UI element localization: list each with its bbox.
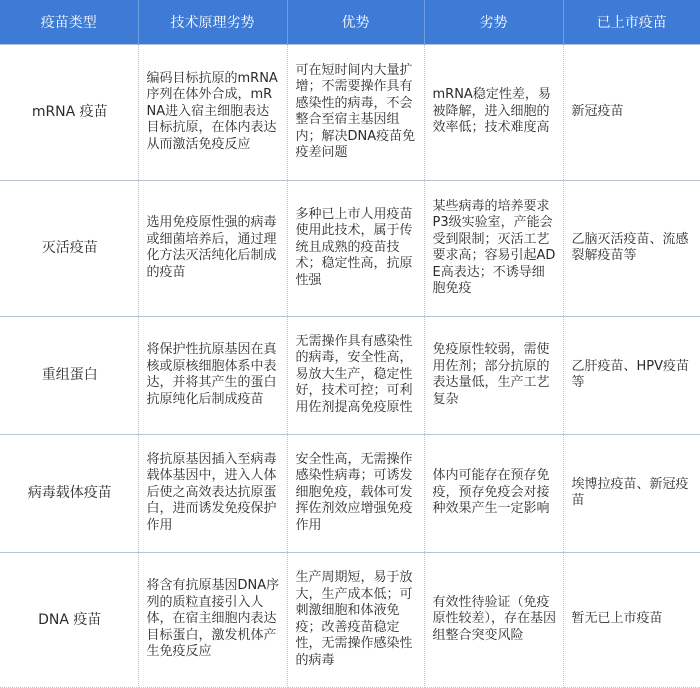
- table-row: [0, 552, 700, 687]
- cell-disadvantages: mRNA稳定性差，易被降解，进入细胞的效率低；技术难度高: [424, 44, 563, 180]
- table-row: [0, 434, 700, 552]
- cell-vaccine-type: mRNA 疫苗: [0, 44, 138, 180]
- header-principle: 技术原理劣势: [138, 0, 287, 44]
- cell-marketed: 乙肝疫苗、HPV疫苗等: [563, 316, 700, 434]
- cell-principle: 将保护性抗原基因在真核或原核细胞体系中表达，并将其产生的蛋白抗原纯化后制成疫苗: [138, 316, 287, 434]
- header-disadvantages: 劣势: [424, 0, 563, 44]
- header-vaccine-type: 疫苗类型: [0, 0, 138, 44]
- header-marketed: 已上市疫苗: [596, 14, 667, 31]
- cell-advantages: 无需操作具有感染性的病毒，安全性高，易放大生产，稳定性好，技术可控；可利用佐剂提高免疫原性: [287, 316, 424, 434]
- cell-advantages: 多种已上市人用疫苗使用此技术，属于传统且成熟的疫苗技术；稳定性高，抗原性强: [287, 180, 424, 316]
- cell-disadvantages: 有效性待验证（免疫原性较差），存在基因组整合突变风险: [424, 552, 563, 687]
- cell-disadvantages: 某些病毒的培养要求P3级实验室，产能会受到限制；灭活工艺要求高；容易引起ADE高表达；不诱导细胞免疫: [424, 180, 563, 316]
- header-row: [0, 0, 700, 44]
- table-row: [0, 44, 700, 180]
- cell-marketed: 暂无已上市疫苗: [563, 552, 700, 687]
- cell-advantages: 可在短时间内大量扩增；不需要操作具有感染性的病毒，不会整合至宿主基因组内；解决DNA疫苗免疫差问题: [287, 44, 424, 180]
- cell-advantages: 生产周期短，易于放大，生产成本低；可刺激细胞和体液免疫；改善疫苗稳定性，无需操作感染性的病毒: [287, 552, 424, 687]
- cell-disadvantages: 免疫原性较弱，需使用佐剂；部分抗原的表达量低，生产工艺复杂: [424, 316, 563, 434]
- table-header: [0, 0, 700, 44]
- table-body: [0, 44, 700, 687]
- cell-marketed: 新冠疫苗: [563, 44, 700, 180]
- table-row: [0, 316, 700, 434]
- cell-vaccine-type: DNA 疫苗: [0, 552, 138, 687]
- header-advantages: 优势: [287, 0, 424, 44]
- cell-disadvantages: 体内可能存在预存免疫，预存免疫会对接种效果产生一定影响: [424, 434, 563, 552]
- cell-vaccine-type: 病毒载体疫苗: [0, 434, 138, 552]
- cell-principle: 将含有抗原基因DNA序列的质粒直接引入人体，在宿主细胞内表达目标蛋白，激发机体产生免疫反应: [138, 552, 287, 687]
- cell-advantages: 安全性高，无需操作感染性病毒；可诱发细胞免疫，载体可发挥佐剂效应增强免疫作用: [287, 434, 424, 552]
- cell-principle: 将抗原基因插入至病毒载体基因中，进入人体后使之高效表达抗原蛋白，进而诱发免疫保护作用: [138, 434, 287, 552]
- cell-marketed: 埃博拉疫苗、新冠疫苗: [563, 434, 700, 552]
- cell-marketed: 乙脑灭活疫苗、流感裂解疫苗等: [563, 180, 700, 316]
- cell-vaccine-type: 灭活疫苗: [0, 180, 138, 316]
- cell-vaccine-type: 重组蛋白: [0, 316, 138, 434]
- table-row: [0, 180, 700, 316]
- cell-principle: 选用免疫原性强的病毒或细菌培养后，通过理化方法灭活纯化后制成的疫苗: [138, 180, 287, 316]
- cell-principle: 编码目标抗原的mRNA序列在体外合成，mRNA进入宿主细胞表达目标抗原，在体内表达从而激活免疫反应: [138, 44, 287, 180]
